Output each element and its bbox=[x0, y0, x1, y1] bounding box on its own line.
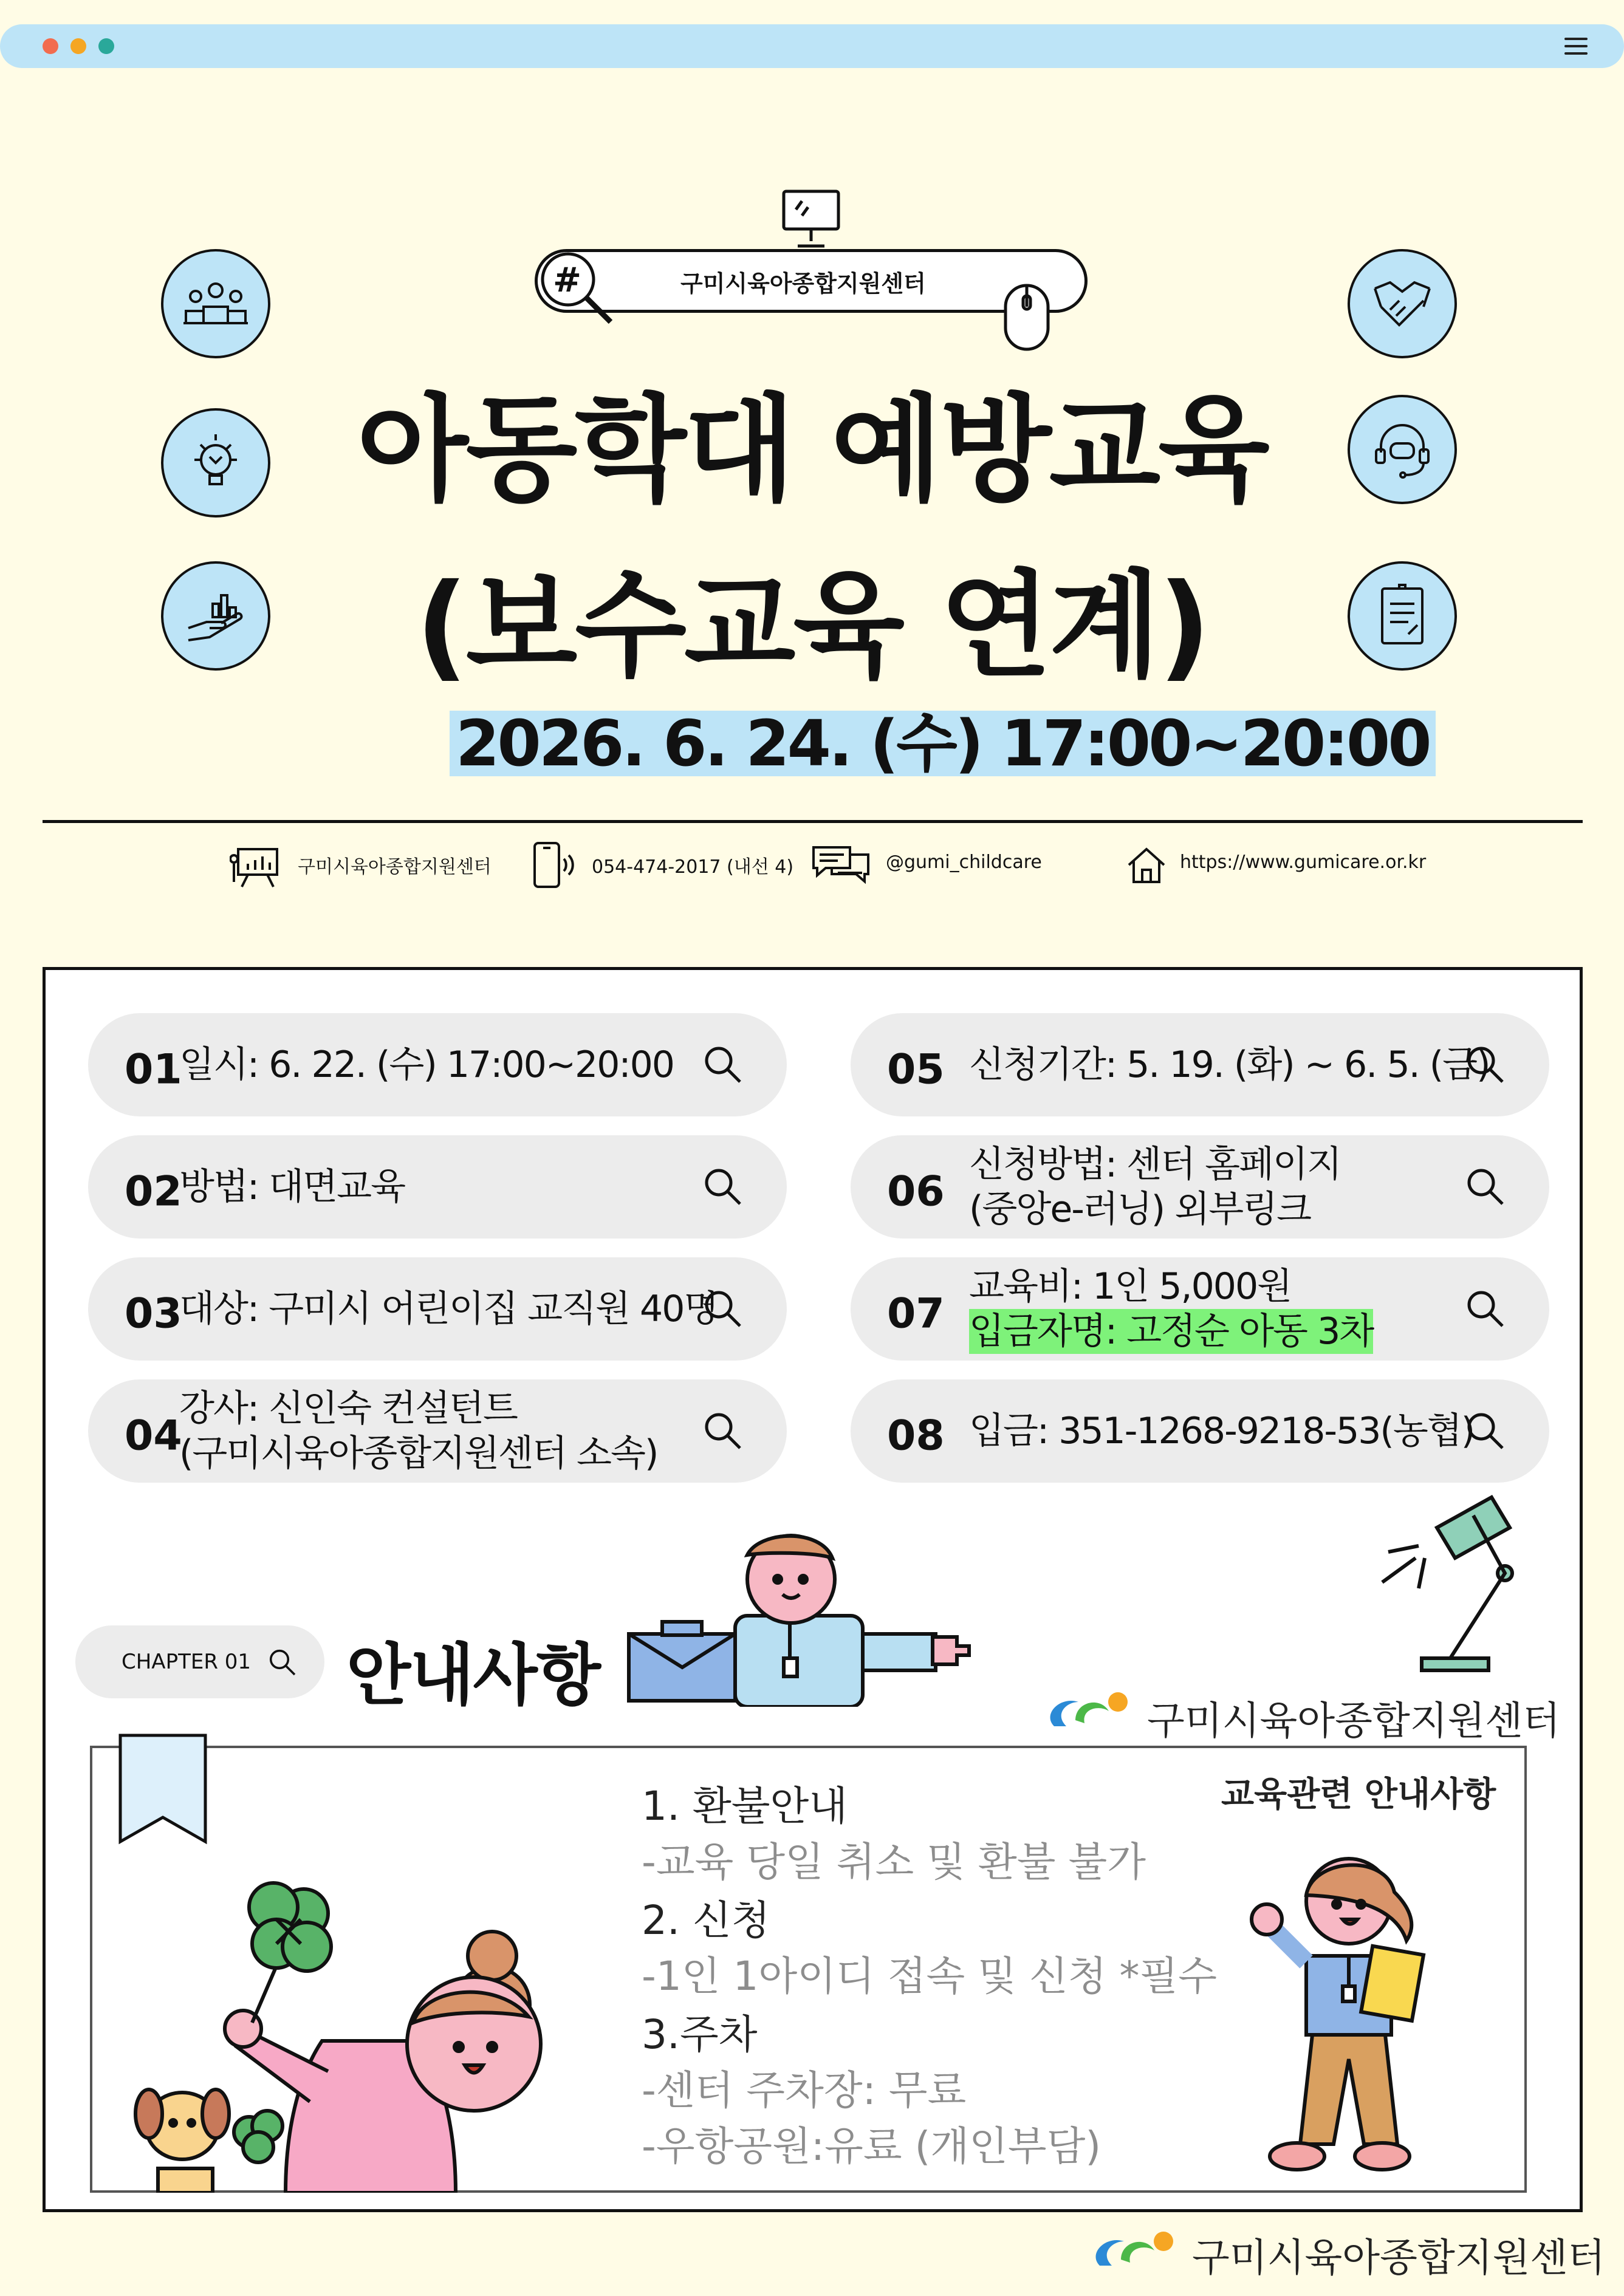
footer-logo-icon bbox=[1088, 2223, 1179, 2278]
notice-heading-parking: 3.주차 bbox=[642, 2011, 758, 2058]
info-item-06[interactable] bbox=[851, 1135, 1549, 1239]
bookmark-icon bbox=[117, 1732, 208, 1845]
info-item-07[interactable] bbox=[851, 1257, 1549, 1361]
date-banner: 2026. 6. 24. (수) 17:00~20:00 bbox=[450, 711, 1436, 776]
window-dot-yellow bbox=[70, 38, 86, 54]
contact-org: 구미시육아종합지원센터 bbox=[298, 856, 492, 878]
item-text-block bbox=[969, 1142, 1341, 1232]
item-text-block bbox=[969, 1264, 1373, 1354]
window-dot-red bbox=[43, 38, 58, 54]
notice-side-title: 교육관련 안내사항 bbox=[1221, 1775, 1496, 1814]
item-text-line2-highlight: 입금자명: 고정순 아동 3차 bbox=[969, 1310, 1374, 1353]
search-icon[interactable] bbox=[702, 1166, 744, 1208]
divider bbox=[43, 820, 1583, 823]
item-text: 방법: 대면교육 bbox=[179, 1166, 405, 1208]
search-icon[interactable] bbox=[702, 1288, 744, 1330]
item-number: 02 bbox=[125, 1167, 182, 1216]
monitor-icon bbox=[781, 188, 841, 249]
item-text: 대상: 구미시 어린이집 교직원 40명 bbox=[179, 1288, 718, 1330]
item-text-line1: 강사: 신인숙 컨설턴트 bbox=[179, 1387, 517, 1430]
chapter-label: CHAPTER 01 bbox=[122, 1650, 252, 1674]
search-icon[interactable] bbox=[702, 1410, 744, 1452]
info-item-02[interactable] bbox=[88, 1135, 787, 1239]
item-text-line1: 교육비: 1인 5,000원 bbox=[969, 1265, 1292, 1308]
window-dot-green bbox=[98, 38, 114, 54]
menu-icon[interactable] bbox=[1564, 38, 1588, 55]
notice-text-parking-center: -센터 주차장: 무료 bbox=[642, 2067, 967, 2114]
item-number: 06 bbox=[887, 1167, 945, 1216]
center-logo-icon bbox=[1042, 1684, 1133, 1738]
item-number: 07 bbox=[887, 1290, 945, 1338]
person-briefcase-illustration bbox=[626, 1531, 978, 1707]
phone-icon bbox=[532, 841, 575, 889]
section-title: 안내사항 bbox=[346, 1636, 600, 1714]
group-people-icon bbox=[161, 249, 270, 358]
info-item-03[interactable] bbox=[88, 1257, 787, 1361]
woman-clipboard-illustration bbox=[1239, 1847, 1458, 2175]
item-text-line2: (중앙e-러닝) 외부링크 bbox=[969, 1188, 1311, 1231]
item-number: 01 bbox=[125, 1045, 182, 1094]
item-text: 일시: 6. 22. (수) 17:00~20:00 bbox=[179, 1044, 674, 1086]
search-label: 구미시육아종합지원센터 bbox=[680, 270, 926, 297]
notice-heading-refund: 1. 환불안내 bbox=[642, 1783, 848, 1830]
item-text-line2: (구미시육아종합지원센터 소속) bbox=[179, 1432, 658, 1475]
page-title-line1: 아동학대 예방교육 bbox=[357, 383, 1267, 517]
svg-text:#: # bbox=[553, 261, 581, 300]
item-number: 05 bbox=[887, 1045, 945, 1094]
chat-bubble-icon bbox=[810, 842, 871, 885]
notice-text-apply: -1인 1아이디 접속 및 신청 *필수 bbox=[642, 1953, 1218, 2000]
notice-text-parking-park: -우항공원:유료 (개인부담) bbox=[642, 2123, 1102, 2170]
desk-lamp-illustration bbox=[1364, 1491, 1534, 1679]
search-icon[interactable] bbox=[267, 1647, 298, 1678]
search-icon[interactable] bbox=[1464, 1166, 1507, 1208]
item-text: 신청기간: 5. 19. (화) ~ 6. 5. (금) bbox=[969, 1044, 1490, 1086]
search-icon[interactable] bbox=[702, 1044, 744, 1086]
notice-heading-apply: 2. 신청 bbox=[642, 1897, 770, 1944]
search-icon[interactable] bbox=[1464, 1044, 1507, 1086]
girl-clover-illustration bbox=[122, 1840, 608, 2193]
contact-phone[interactable]: 054-474-2017 (내선 4) bbox=[592, 856, 794, 878]
contact-web[interactable]: https://www.gumicare.or.kr bbox=[1180, 852, 1427, 873]
footer-logo-text: 구미시육아종합지원센터 bbox=[1192, 2236, 1606, 2281]
contact-sns[interactable]: @gumi_childcare bbox=[886, 852, 1042, 873]
handshake-icon bbox=[1348, 249, 1457, 358]
info-item-01[interactable] bbox=[88, 1013, 787, 1116]
home-icon bbox=[1126, 847, 1167, 884]
search-icon[interactable] bbox=[1464, 1288, 1507, 1330]
item-number: 08 bbox=[887, 1412, 945, 1460]
item-text-line1: 신청방법: 센터 홈페이지 bbox=[969, 1143, 1341, 1186]
notice-text-refund: -교육 당일 취소 및 환불 불가 bbox=[642, 1839, 1146, 1885]
info-item-04[interactable] bbox=[88, 1379, 787, 1483]
item-text: 입금: 351-1268-9218-53(농협) bbox=[969, 1410, 1475, 1452]
presentation-board-icon bbox=[230, 846, 279, 888]
top-bar bbox=[0, 24, 1624, 68]
search-icon[interactable] bbox=[1464, 1410, 1507, 1452]
item-number: 04 bbox=[125, 1412, 182, 1460]
info-item-08[interactable] bbox=[851, 1379, 1549, 1483]
item-number: 03 bbox=[125, 1290, 182, 1338]
hashtag-magnifier-icon bbox=[535, 246, 620, 328]
page-title-line2: (보수교육 연계) bbox=[415, 559, 1209, 693]
item-text-block bbox=[179, 1386, 657, 1476]
info-item-05[interactable] bbox=[851, 1013, 1549, 1116]
mouse-icon bbox=[1002, 282, 1051, 352]
center-logo-text: 구미시육아종합지원센터 bbox=[1147, 1699, 1561, 1744]
